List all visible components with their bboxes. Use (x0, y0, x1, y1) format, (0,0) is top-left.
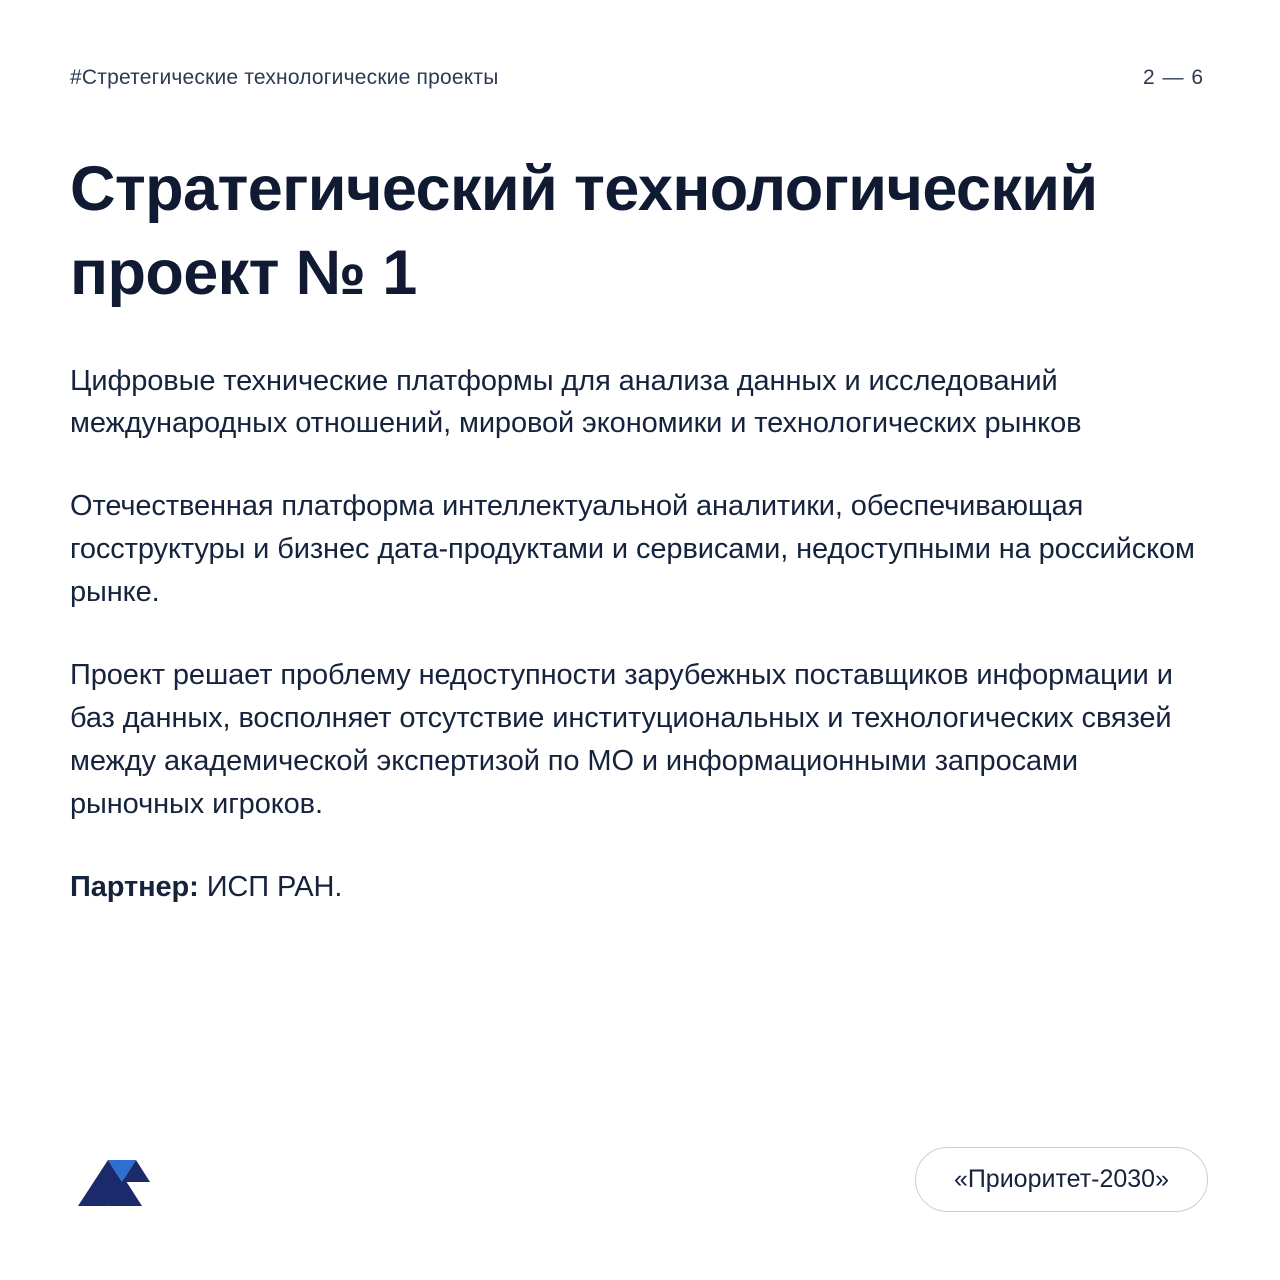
hashtag-label: #Стретегические технологические проекты (70, 66, 499, 89)
page-title: Стратегический технологический проект № 1 (70, 154, 1098, 308)
priority-badge[interactable]: «Приоритет-2030» (915, 1147, 1208, 1212)
slide-footer (0, 1136, 1280, 1222)
partner-line (70, 866, 1208, 909)
partner-value: ИСП РАН. (198, 870, 343, 903)
page-indicator: 2 — 6 (1142, 66, 1204, 89)
paragraph-1: Цифровые технические платформы для анализа данных и исследований международных отношений, мировой экономики и технологических рынков (70, 364, 1082, 440)
slide-header (70, 66, 1208, 106)
partner-label: Партнер: (70, 870, 199, 903)
paragraph-3: Проект решает проблему недоступности зарубежных поставщиков информации и баз данных, восполняет отсутствие институциональных и технологических связей между академической экспертизой по МО и информационными запросами рыночных игроков. (70, 659, 1173, 820)
paragraph-2: Отечественная платформа интеллектуальной аналитики, обеспечивающая госструктуры и бизнес дата-продуктами и сервисами, недоступными на российском рынке. (70, 490, 1195, 609)
content-body (70, 360, 1208, 909)
chevron-logo-icon (78, 1146, 158, 1212)
